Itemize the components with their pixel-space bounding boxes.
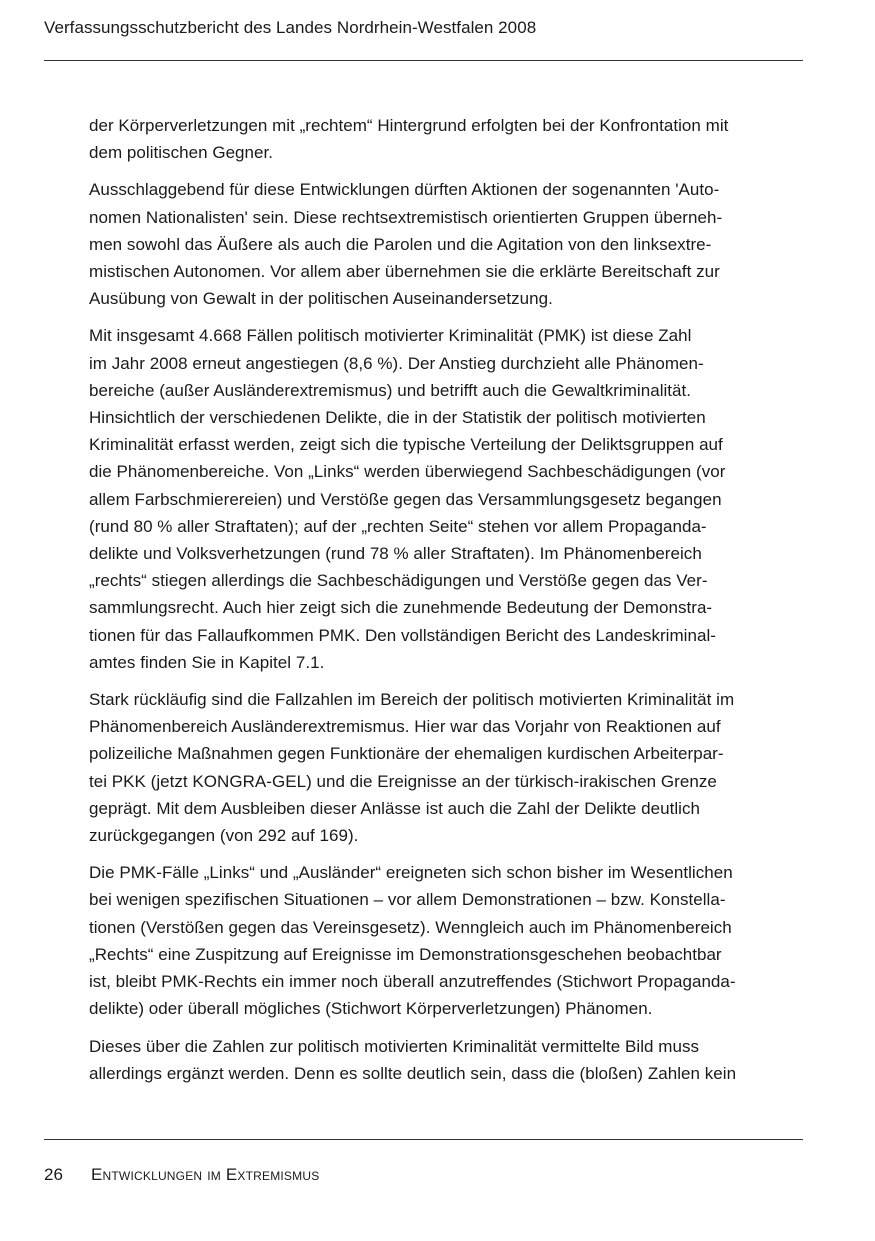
text-line: dem politischen Gegner. bbox=[89, 143, 274, 163]
page-number: 26 bbox=[44, 1165, 63, 1184]
text-line: (rund 80 % aller Straftaten); auf der „rechten Seite“ stehen vor allem Propaganda- bbox=[89, 516, 707, 536]
paragraph bbox=[89, 176, 803, 312]
text-line: im Jahr 2008 erneut angestiegen (8,6 %). Der Anstieg durchzieht alle Phänomen- bbox=[89, 353, 704, 373]
text-line: Hinsichtlich der verschiedenen Delikte, die in der Statistik der politisch motivierten bbox=[89, 408, 706, 428]
page-header-title: Verfassungsschutzbericht des Landes Nordrhein-Westfalen 2008 bbox=[44, 18, 537, 37]
text-line: der Körperverletzungen mit „rechtem“ Hintergrund erfolgten bei der Konfrontation mit bbox=[89, 116, 729, 135]
body-text bbox=[89, 112, 803, 1097]
text-line: die Phänomenbereiche. Von „Links“ werden überwiegend Sachbeschädigungen (vor bbox=[89, 462, 726, 482]
text-line: zurückgegangen (von 292 auf 169). bbox=[89, 826, 359, 846]
text-line: Ausübung von Gewalt in der politischen Auseinandersetzung. bbox=[89, 289, 553, 309]
text-line: Phänomenbereich Ausländerextremismus. Hier war das Vorjahr von Reaktionen auf bbox=[89, 717, 721, 737]
text-line: nomen Nationalisten' sein. Diese rechtsextremistisch orientierten Gruppen überneh- bbox=[89, 207, 723, 227]
text-line: allerdings ergänzt werden. Denn es sollte deutlich sein, dass die (bloßen) Zahlen kein bbox=[89, 1063, 737, 1083]
text-line: delikte und Volksverhetzungen (rund 78 % aller Straftaten). Im Phänomenbereich bbox=[89, 544, 702, 564]
paragraph bbox=[89, 112, 803, 166]
text-line: geprägt. Mit dem Ausbleiben dieser Anlässe ist auch die Zahl der Delikte deutlich bbox=[89, 798, 700, 818]
paragraph bbox=[89, 322, 803, 676]
text-line: Ausschlaggebend für diese Entwicklungen dürften Aktionen der sogenannten 'Auto- bbox=[89, 180, 720, 200]
paragraph bbox=[89, 1033, 803, 1087]
page-footer bbox=[44, 1164, 319, 1186]
text-line: „rechts“ stiegen allerdings die Sachbeschädigungen und Verstöße gegen das Ver- bbox=[89, 571, 708, 591]
text-line: delikte) oder überall mögliches (Stichwort Körperverletzungen) Phänomen. bbox=[89, 999, 653, 1019]
header-divider bbox=[44, 60, 803, 61]
text-line: Kriminalität erfasst werden, zeigt sich die typische Verteilung der Deliktsgruppen auf bbox=[89, 435, 723, 455]
text-line: allem Farbschmierereien) und Verstöße gegen das Versammlungsgesetz begangen bbox=[89, 489, 722, 509]
text-line: tei PKK (jetzt KONGRA-GEL) und die Ereignisse an der türkisch-irakischen Grenze bbox=[89, 771, 717, 791]
footer-section-title: Entwicklungen im Extremismus bbox=[91, 1165, 320, 1184]
text-line: sammlungsrecht. Auch hier zeigt sich die zunehmende Bedeutung der Demonstra- bbox=[89, 598, 713, 618]
text-line: amtes finden Sie in Kapitel 7.1. bbox=[89, 652, 325, 672]
text-line: polizeiliche Maßnahmen gegen Funktionäre der ehemaligen kurdischen Arbeiterpar- bbox=[89, 744, 724, 764]
text-line: „Rechts“ eine Zuspitzung auf Ereignisse im Demonstrationsgeschehen beobachtbar bbox=[89, 944, 722, 964]
text-line: Stark rückläufig sind die Fallzahlen im Bereich der politisch motivierten Kriminalität im bbox=[89, 690, 735, 710]
text-line: Mit insgesamt 4.668 Fällen politisch motivierter Kriminalität (PMK) ist diese Zahl bbox=[89, 326, 692, 346]
footer-divider bbox=[44, 1139, 803, 1140]
text-line: tionen für das Fallaufkommen PMK. Den vollständigen Bericht des Landeskriminal- bbox=[89, 625, 716, 645]
text-line: men sowohl das Äußere als auch die Parolen und die Agitation von den linksextre- bbox=[89, 234, 712, 254]
text-line: mistischen Autonomen. Vor allem aber übernehmen sie die erklärte Bereitschaft zur bbox=[89, 262, 720, 282]
paragraph bbox=[89, 859, 803, 1022]
text-line: ist, bleibt PMK-Rechts ein immer noch überall anzutreffendes (Stichwort Propaganda- bbox=[89, 972, 736, 992]
text-line: bei wenigen spezifischen Situationen – vor allem Demonstrationen – bzw. Konstella- bbox=[89, 890, 726, 910]
text-line: bereiche (außer Ausländerextremismus) und betrifft auch die Gewaltkriminalität. bbox=[89, 380, 692, 400]
text-line: tionen (Verstößen gegen das Vereinsgesetz). Wenngleich auch im Phänomenbereich bbox=[89, 917, 732, 937]
text-line: Dieses über die Zahlen zur politisch motivierten Kriminalität vermittelte Bild muss bbox=[89, 1036, 699, 1056]
paragraph bbox=[89, 686, 803, 849]
text-line: Die PMK-Fälle „Links“ und „Ausländer“ ereigneten sich schon bisher im Wesentlichen bbox=[89, 863, 733, 883]
